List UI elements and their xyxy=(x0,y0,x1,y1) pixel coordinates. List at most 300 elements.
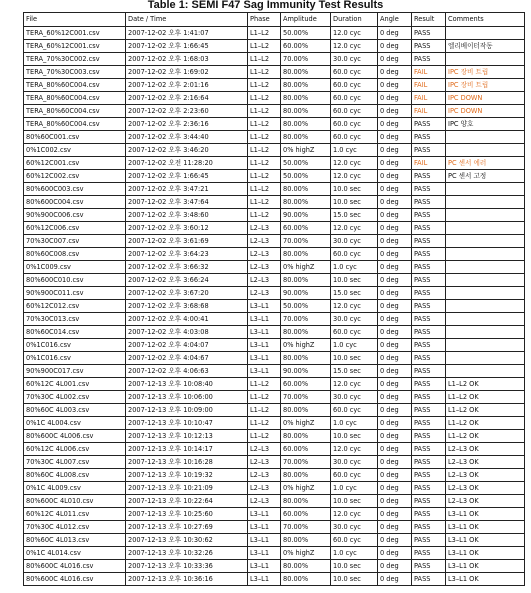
phase-cell: L1–L2 xyxy=(248,196,281,209)
amplitude-cell: 90.00% xyxy=(281,365,331,378)
datetime-cell: 2007-12-02 오후 2:16:64 xyxy=(126,92,248,105)
amplitude-cell: 80.00% xyxy=(281,105,331,118)
duration-cell: 60.0 cyc xyxy=(331,79,378,92)
angle-cell: 0 deg xyxy=(378,53,412,66)
table-row xyxy=(24,430,525,443)
datetime-cell: 2007-12-13 오후 10:06:00 xyxy=(126,391,248,404)
result-cell: PASS xyxy=(412,443,446,456)
result-cell: PASS xyxy=(412,274,446,287)
amplitude-cell: 80.00% xyxy=(281,131,331,144)
comment-cell xyxy=(446,352,525,365)
phase-cell: L1–L2 xyxy=(248,170,281,183)
file-cell: 0%1C009.csv xyxy=(24,261,126,274)
datetime-cell: 2007-12-13 오후 10:27:69 xyxy=(126,521,248,534)
amplitude-cell: 70.00% xyxy=(281,235,331,248)
table-row xyxy=(24,261,525,274)
phase-cell: L1–L2 xyxy=(248,118,281,131)
phase-cell: L2–L3 xyxy=(248,469,281,482)
datetime-cell: 2007-12-02 오후 3:48:60 xyxy=(126,209,248,222)
duration-cell: 60.0 cyc xyxy=(331,118,378,131)
table-row xyxy=(24,573,525,586)
table-row xyxy=(24,235,525,248)
file-cell: 80%60C014.csv xyxy=(24,326,126,339)
table-row xyxy=(24,339,525,352)
result-cell: PASS xyxy=(412,222,446,235)
table-row xyxy=(24,443,525,456)
amplitude-cell: 70.00% xyxy=(281,313,331,326)
file-cell: 70%30C 4L007.csv xyxy=(24,456,126,469)
amplitude-cell: 80.00% xyxy=(281,92,331,105)
amplitude-cell: 80.00% xyxy=(281,534,331,547)
table-row xyxy=(24,27,525,40)
comment-cell: L2–L3 OK xyxy=(446,469,525,482)
amplitude-cell: 60.00% xyxy=(281,443,331,456)
comment-cell xyxy=(446,144,525,157)
angle-cell: 0 deg xyxy=(378,521,412,534)
phase-cell: L1–L2 xyxy=(248,105,281,118)
result-cell: PASS xyxy=(412,40,446,53)
duration-cell: 12.0 cyc xyxy=(331,27,378,40)
column-header-comments: Comments xyxy=(446,13,525,27)
angle-cell: 0 deg xyxy=(378,209,412,222)
phase-cell: L2–L3 xyxy=(248,482,281,495)
amplitude-cell: 50.00% xyxy=(281,157,331,170)
duration-cell: 10.0 sec xyxy=(331,573,378,586)
datetime-cell: 2007-12-13 오후 10:10:47 xyxy=(126,417,248,430)
results-table xyxy=(23,12,525,586)
result-cell: PASS xyxy=(412,430,446,443)
column-header-datetime: Date / Time xyxy=(126,13,248,27)
angle-cell: 0 deg xyxy=(378,326,412,339)
file-cell: 60%12C006.csv xyxy=(24,222,126,235)
datetime-cell: 2007-12-02 오후 2:36:16 xyxy=(126,118,248,131)
phase-cell: L3–L1 xyxy=(248,326,281,339)
datetime-cell: 2007-12-02 오후 1:66:45 xyxy=(126,170,248,183)
angle-cell: 0 deg xyxy=(378,105,412,118)
result-cell: PASS xyxy=(412,53,446,66)
file-cell: TERA_80%60C004.csv xyxy=(24,92,126,105)
amplitude-cell: 0% highZ xyxy=(281,261,331,274)
result-cell: PASS xyxy=(412,404,446,417)
table-row xyxy=(24,560,525,573)
table-row xyxy=(24,417,525,430)
angle-cell: 0 deg xyxy=(378,534,412,547)
amplitude-cell: 80.00% xyxy=(281,248,331,261)
amplitude-cell: 80.00% xyxy=(281,469,331,482)
datetime-cell: 2007-12-02 오후 1:69:02 xyxy=(126,66,248,79)
comment-cell: PC 센서 에러 xyxy=(446,157,525,170)
comment-cell xyxy=(446,313,525,326)
comment-cell xyxy=(446,274,525,287)
result-cell: PASS xyxy=(412,560,446,573)
duration-cell: 1.0 cyc xyxy=(331,417,378,430)
table-row xyxy=(24,118,525,131)
duration-cell: 60.0 cyc xyxy=(331,469,378,482)
amplitude-cell: 80.00% xyxy=(281,573,331,586)
column-header-duration: Duration xyxy=(331,13,378,27)
amplitude-cell: 80.00% xyxy=(281,495,331,508)
file-cell: 80%60C 4L008.csv xyxy=(24,469,126,482)
amplitude-cell: 80.00% xyxy=(281,183,331,196)
table-row xyxy=(24,209,525,222)
table-row xyxy=(24,547,525,560)
comment-cell xyxy=(446,339,525,352)
phase-cell: L1–L2 xyxy=(248,183,281,196)
duration-cell: 1.0 cyc xyxy=(331,144,378,157)
phase-cell: L2–L3 xyxy=(248,456,281,469)
angle-cell: 0 deg xyxy=(378,365,412,378)
comment-cell: L3–L1 OK xyxy=(446,534,525,547)
table-row xyxy=(24,456,525,469)
datetime-cell: 2007-12-02 오후 4:04:67 xyxy=(126,352,248,365)
phase-cell: L2–L3 xyxy=(248,248,281,261)
file-cell: TERA_80%60C004.csv xyxy=(24,79,126,92)
result-cell: PASS xyxy=(412,248,446,261)
table-row xyxy=(24,157,525,170)
datetime-cell: 2007-12-13 오후 10:36:16 xyxy=(126,573,248,586)
angle-cell: 0 deg xyxy=(378,183,412,196)
comment-cell: L1–L2 OK xyxy=(446,404,525,417)
file-cell: 60%12C001.csv xyxy=(24,157,126,170)
file-cell: 70%30C013.csv xyxy=(24,313,126,326)
duration-cell: 12.0 cyc xyxy=(331,170,378,183)
result-cell: PASS xyxy=(412,131,446,144)
datetime-cell: 2007-12-02 오후 4:04:07 xyxy=(126,339,248,352)
phase-cell: L3–L1 xyxy=(248,534,281,547)
file-cell: 0%1C016.csv xyxy=(24,352,126,365)
angle-cell: 0 deg xyxy=(378,79,412,92)
duration-cell: 12.0 cyc xyxy=(331,222,378,235)
datetime-cell: 2007-12-02 오후 1:68:03 xyxy=(126,53,248,66)
result-cell: PASS xyxy=(412,300,446,313)
phase-cell: L1–L2 xyxy=(248,131,281,144)
file-cell: 70%30C007.csv xyxy=(24,235,126,248)
result-cell: PASS xyxy=(412,482,446,495)
phase-cell: L2–L3 xyxy=(248,222,281,235)
comment-cell: L3–L1 OK xyxy=(446,547,525,560)
comment-cell: IPC 장비 트립 xyxy=(446,66,525,79)
phase-cell: L1–L2 xyxy=(248,378,281,391)
column-header-angle: Angle xyxy=(378,13,412,27)
angle-cell: 0 deg xyxy=(378,417,412,430)
column-header-phase: Phase xyxy=(248,13,281,27)
table-row xyxy=(24,196,525,209)
phase-cell: L3–L1 xyxy=(248,573,281,586)
file-cell: 80%600C003.csv xyxy=(24,183,126,196)
datetime-cell: 2007-12-02 오후 3:44:40 xyxy=(126,131,248,144)
amplitude-cell: 80.00% xyxy=(281,196,331,209)
duration-cell: 30.0 cyc xyxy=(331,235,378,248)
amplitude-cell: 80.00% xyxy=(281,404,331,417)
phase-cell: L3–L1 xyxy=(248,560,281,573)
file-cell: 60%12C 4L001.csv xyxy=(24,378,126,391)
result-cell: PASS xyxy=(412,118,446,131)
duration-cell: 10.0 sec xyxy=(331,495,378,508)
file-cell: 90%900C006.csv xyxy=(24,209,126,222)
angle-cell: 0 deg xyxy=(378,469,412,482)
duration-cell: 12.0 cyc xyxy=(331,40,378,53)
file-cell: 0%1C 4L004.csv xyxy=(24,417,126,430)
file-cell: 0%1C 4L014.csv xyxy=(24,547,126,560)
file-cell: TERA_60%12C001.csv xyxy=(24,40,126,53)
angle-cell: 0 deg xyxy=(378,339,412,352)
duration-cell: 30.0 cyc xyxy=(331,313,378,326)
phase-cell: L2–L3 xyxy=(248,274,281,287)
angle-cell: 0 deg xyxy=(378,248,412,261)
comment-cell xyxy=(446,365,525,378)
file-cell: TERA_80%60C004.csv xyxy=(24,105,126,118)
phase-cell: L1–L2 xyxy=(248,391,281,404)
phase-cell: L3–L1 xyxy=(248,508,281,521)
table-row xyxy=(24,482,525,495)
amplitude-cell: 80.00% xyxy=(281,352,331,365)
duration-cell: 60.0 cyc xyxy=(331,105,378,118)
file-cell: 80%600C 4L010.csv xyxy=(24,495,126,508)
phase-cell: L2–L3 xyxy=(248,235,281,248)
phase-cell: L2–L3 xyxy=(248,495,281,508)
comment-cell: PC 센서 고정 xyxy=(446,170,525,183)
comment-cell: L2–L3 OK xyxy=(446,495,525,508)
phase-cell: L1–L2 xyxy=(248,404,281,417)
table-row xyxy=(24,391,525,404)
duration-cell: 10.0 sec xyxy=(331,560,378,573)
duration-cell: 30.0 cyc xyxy=(331,456,378,469)
comment-cell: L1–L2 OK xyxy=(446,391,525,404)
angle-cell: 0 deg xyxy=(378,196,412,209)
table-row xyxy=(24,313,525,326)
datetime-cell: 2007-12-02 오후 3:68:68 xyxy=(126,300,248,313)
phase-cell: L1–L2 xyxy=(248,92,281,105)
angle-cell: 0 deg xyxy=(378,378,412,391)
phase-cell: L1–L2 xyxy=(248,417,281,430)
result-cell: PASS xyxy=(412,352,446,365)
phase-cell: L3–L1 xyxy=(248,521,281,534)
datetime-cell: 2007-12-13 오후 10:25:60 xyxy=(126,508,248,521)
datetime-cell: 2007-12-02 오후 4:00:41 xyxy=(126,313,248,326)
phase-cell: L1–L2 xyxy=(248,53,281,66)
table-row xyxy=(24,469,525,482)
angle-cell: 0 deg xyxy=(378,66,412,79)
result-cell: PASS xyxy=(412,469,446,482)
amplitude-cell: 80.00% xyxy=(281,326,331,339)
datetime-cell: 2007-12-13 오후 10:16:28 xyxy=(126,456,248,469)
angle-cell: 0 deg xyxy=(378,313,412,326)
table-row xyxy=(24,66,525,79)
comment-cell: IPC DOWN xyxy=(446,105,525,118)
amplitude-cell: 60.00% xyxy=(281,40,331,53)
comment-cell xyxy=(446,183,525,196)
phase-cell: L3–L1 xyxy=(248,313,281,326)
angle-cell: 0 deg xyxy=(378,261,412,274)
table-row xyxy=(24,105,525,118)
amplitude-cell: 0% highZ xyxy=(281,144,331,157)
amplitude-cell: 50.00% xyxy=(281,300,331,313)
comment-cell xyxy=(446,209,525,222)
datetime-cell: 2007-12-13 오후 10:19:32 xyxy=(126,469,248,482)
table-row xyxy=(24,508,525,521)
duration-cell: 30.0 cyc xyxy=(331,391,378,404)
datetime-cell: 2007-12-02 오후 3:66:32 xyxy=(126,261,248,274)
angle-cell: 0 deg xyxy=(378,144,412,157)
result-cell: PASS xyxy=(412,183,446,196)
duration-cell: 10.0 sec xyxy=(331,183,378,196)
duration-cell: 12.0 cyc xyxy=(331,157,378,170)
file-cell: 70%30C 4L002.csv xyxy=(24,391,126,404)
datetime-cell: 2007-12-02 오후 1:66:45 xyxy=(126,40,248,53)
phase-cell: L1–L2 xyxy=(248,79,281,92)
angle-cell: 0 deg xyxy=(378,92,412,105)
comment-cell: L3–L1 OK xyxy=(446,508,525,521)
table-row xyxy=(24,79,525,92)
comment-cell xyxy=(446,326,525,339)
angle-cell: 0 deg xyxy=(378,404,412,417)
result-cell: PASS xyxy=(412,573,446,586)
table-row xyxy=(24,92,525,105)
comment-cell xyxy=(446,235,525,248)
amplitude-cell: 0% highZ xyxy=(281,482,331,495)
datetime-cell: 2007-12-13 오후 10:12:13 xyxy=(126,430,248,443)
duration-cell: 30.0 cyc xyxy=(331,521,378,534)
table-row xyxy=(24,495,525,508)
datetime-cell: 2007-12-13 오후 10:33:36 xyxy=(126,560,248,573)
result-cell: FAIL xyxy=(412,66,446,79)
phase-cell: L1–L2 xyxy=(248,144,281,157)
datetime-cell: 2007-12-13 오후 10:22:64 xyxy=(126,495,248,508)
result-cell: PASS xyxy=(412,534,446,547)
result-cell: PASS xyxy=(412,144,446,157)
comment-cell: L1–L2 OK xyxy=(446,378,525,391)
datetime-cell: 2007-12-13 오후 10:32:26 xyxy=(126,547,248,560)
angle-cell: 0 deg xyxy=(378,157,412,170)
comment-cell xyxy=(446,131,525,144)
datetime-cell: 2007-12-02 오후 3:67:20 xyxy=(126,287,248,300)
duration-cell: 10.0 sec xyxy=(331,274,378,287)
phase-cell: L3–L1 xyxy=(248,352,281,365)
result-cell: FAIL xyxy=(412,105,446,118)
comment-cell: L3–L1 OK xyxy=(446,573,525,586)
table-row xyxy=(24,300,525,313)
amplitude-cell: 70.00% xyxy=(281,456,331,469)
file-cell: 80%60C008.csv xyxy=(24,248,126,261)
comment-cell: IPC 양호 xyxy=(446,118,525,131)
duration-cell: 12.0 cyc xyxy=(331,378,378,391)
table-row xyxy=(24,378,525,391)
comment-cell: L2–L3 OK xyxy=(446,456,525,469)
amplitude-cell: 70.00% xyxy=(281,53,331,66)
angle-cell: 0 deg xyxy=(378,274,412,287)
duration-cell: 15.0 sec xyxy=(331,287,378,300)
amplitude-cell: 70.00% xyxy=(281,391,331,404)
file-cell: 80%60C001.csv xyxy=(24,131,126,144)
comment-cell: L2–L3 OK xyxy=(446,443,525,456)
result-cell: PASS xyxy=(412,417,446,430)
amplitude-cell: 60.00% xyxy=(281,378,331,391)
amplitude-cell: 0% highZ xyxy=(281,417,331,430)
angle-cell: 0 deg xyxy=(378,287,412,300)
angle-cell: 0 deg xyxy=(378,391,412,404)
phase-cell: L3–L1 xyxy=(248,365,281,378)
table-row xyxy=(24,40,525,53)
amplitude-cell: 80.00% xyxy=(281,79,331,92)
datetime-cell: 2007-12-02 오후 3:46:20 xyxy=(126,144,248,157)
file-cell: 90%900C017.csv xyxy=(24,365,126,378)
datetime-cell: 2007-12-02 오후 3:66:24 xyxy=(126,274,248,287)
datetime-cell: 2007-12-02 오후 3:61:69 xyxy=(126,235,248,248)
comment-cell: L1–L2 OK xyxy=(446,430,525,443)
file-cell: 60%12C012.csv xyxy=(24,300,126,313)
table-row xyxy=(24,521,525,534)
angle-cell: 0 deg xyxy=(378,352,412,365)
angle-cell: 0 deg xyxy=(378,40,412,53)
file-cell: 0%1C002.csv xyxy=(24,144,126,157)
file-cell: 0%1C 4L009.csv xyxy=(24,482,126,495)
result-cell: PASS xyxy=(412,209,446,222)
comment-cell xyxy=(446,53,525,66)
phase-cell: L2–L3 xyxy=(248,287,281,300)
comment-cell xyxy=(446,222,525,235)
comment-cell xyxy=(446,300,525,313)
column-header-result: Result xyxy=(412,13,446,27)
result-cell: PASS xyxy=(412,170,446,183)
duration-cell: 12.0 cyc xyxy=(331,443,378,456)
duration-cell: 15.0 sec xyxy=(331,365,378,378)
table-header xyxy=(24,13,525,27)
result-cell: PASS xyxy=(412,365,446,378)
datetime-cell: 2007-12-13 오후 10:09:00 xyxy=(126,404,248,417)
comment-cell: L2–L3 OK xyxy=(446,482,525,495)
duration-cell: 15.0 sec xyxy=(331,209,378,222)
datetime-cell: 2007-12-02 오후 1:41:07 xyxy=(126,27,248,40)
angle-cell: 0 deg xyxy=(378,508,412,521)
comment-cell xyxy=(446,248,525,261)
phase-cell: L1–L2 xyxy=(248,430,281,443)
duration-cell: 60.0 cyc xyxy=(331,534,378,547)
duration-cell: 1.0 cyc xyxy=(331,547,378,560)
table-row xyxy=(24,404,525,417)
datetime-cell: 2007-12-13 오후 10:14:17 xyxy=(126,443,248,456)
file-cell: 80%60C 4L013.csv xyxy=(24,534,126,547)
comment-cell xyxy=(446,27,525,40)
duration-cell: 10.0 sec xyxy=(331,430,378,443)
phase-cell: L2–L3 xyxy=(248,443,281,456)
amplitude-cell: 50.00% xyxy=(281,170,331,183)
table-row xyxy=(24,170,525,183)
comment-cell xyxy=(446,261,525,274)
angle-cell: 0 deg xyxy=(378,235,412,248)
angle-cell: 0 deg xyxy=(378,170,412,183)
result-cell: PASS xyxy=(412,326,446,339)
result-cell: PASS xyxy=(412,547,446,560)
angle-cell: 0 deg xyxy=(378,573,412,586)
file-cell: 60%12C002.csv xyxy=(24,170,126,183)
table-row xyxy=(24,534,525,547)
table-title: Table 1: SEMI F47 Sag Immunity Test Results xyxy=(147,0,384,11)
result-cell: PASS xyxy=(412,456,446,469)
duration-cell: 60.0 cyc xyxy=(331,404,378,417)
result-cell: PASS xyxy=(412,521,446,534)
amplitude-cell: 0% highZ xyxy=(281,339,331,352)
datetime-cell: 2007-12-02 오후 3:60:12 xyxy=(126,222,248,235)
comment-cell xyxy=(446,287,525,300)
datetime-cell: 2007-12-02 오후 4:06:63 xyxy=(126,365,248,378)
angle-cell: 0 deg xyxy=(378,456,412,469)
result-cell: PASS xyxy=(412,196,446,209)
duration-cell: 10.0 sec xyxy=(331,352,378,365)
table-row xyxy=(24,222,525,235)
duration-cell: 1.0 cyc xyxy=(331,261,378,274)
amplitude-cell: 80.00% xyxy=(281,66,331,79)
table-row xyxy=(24,144,525,157)
